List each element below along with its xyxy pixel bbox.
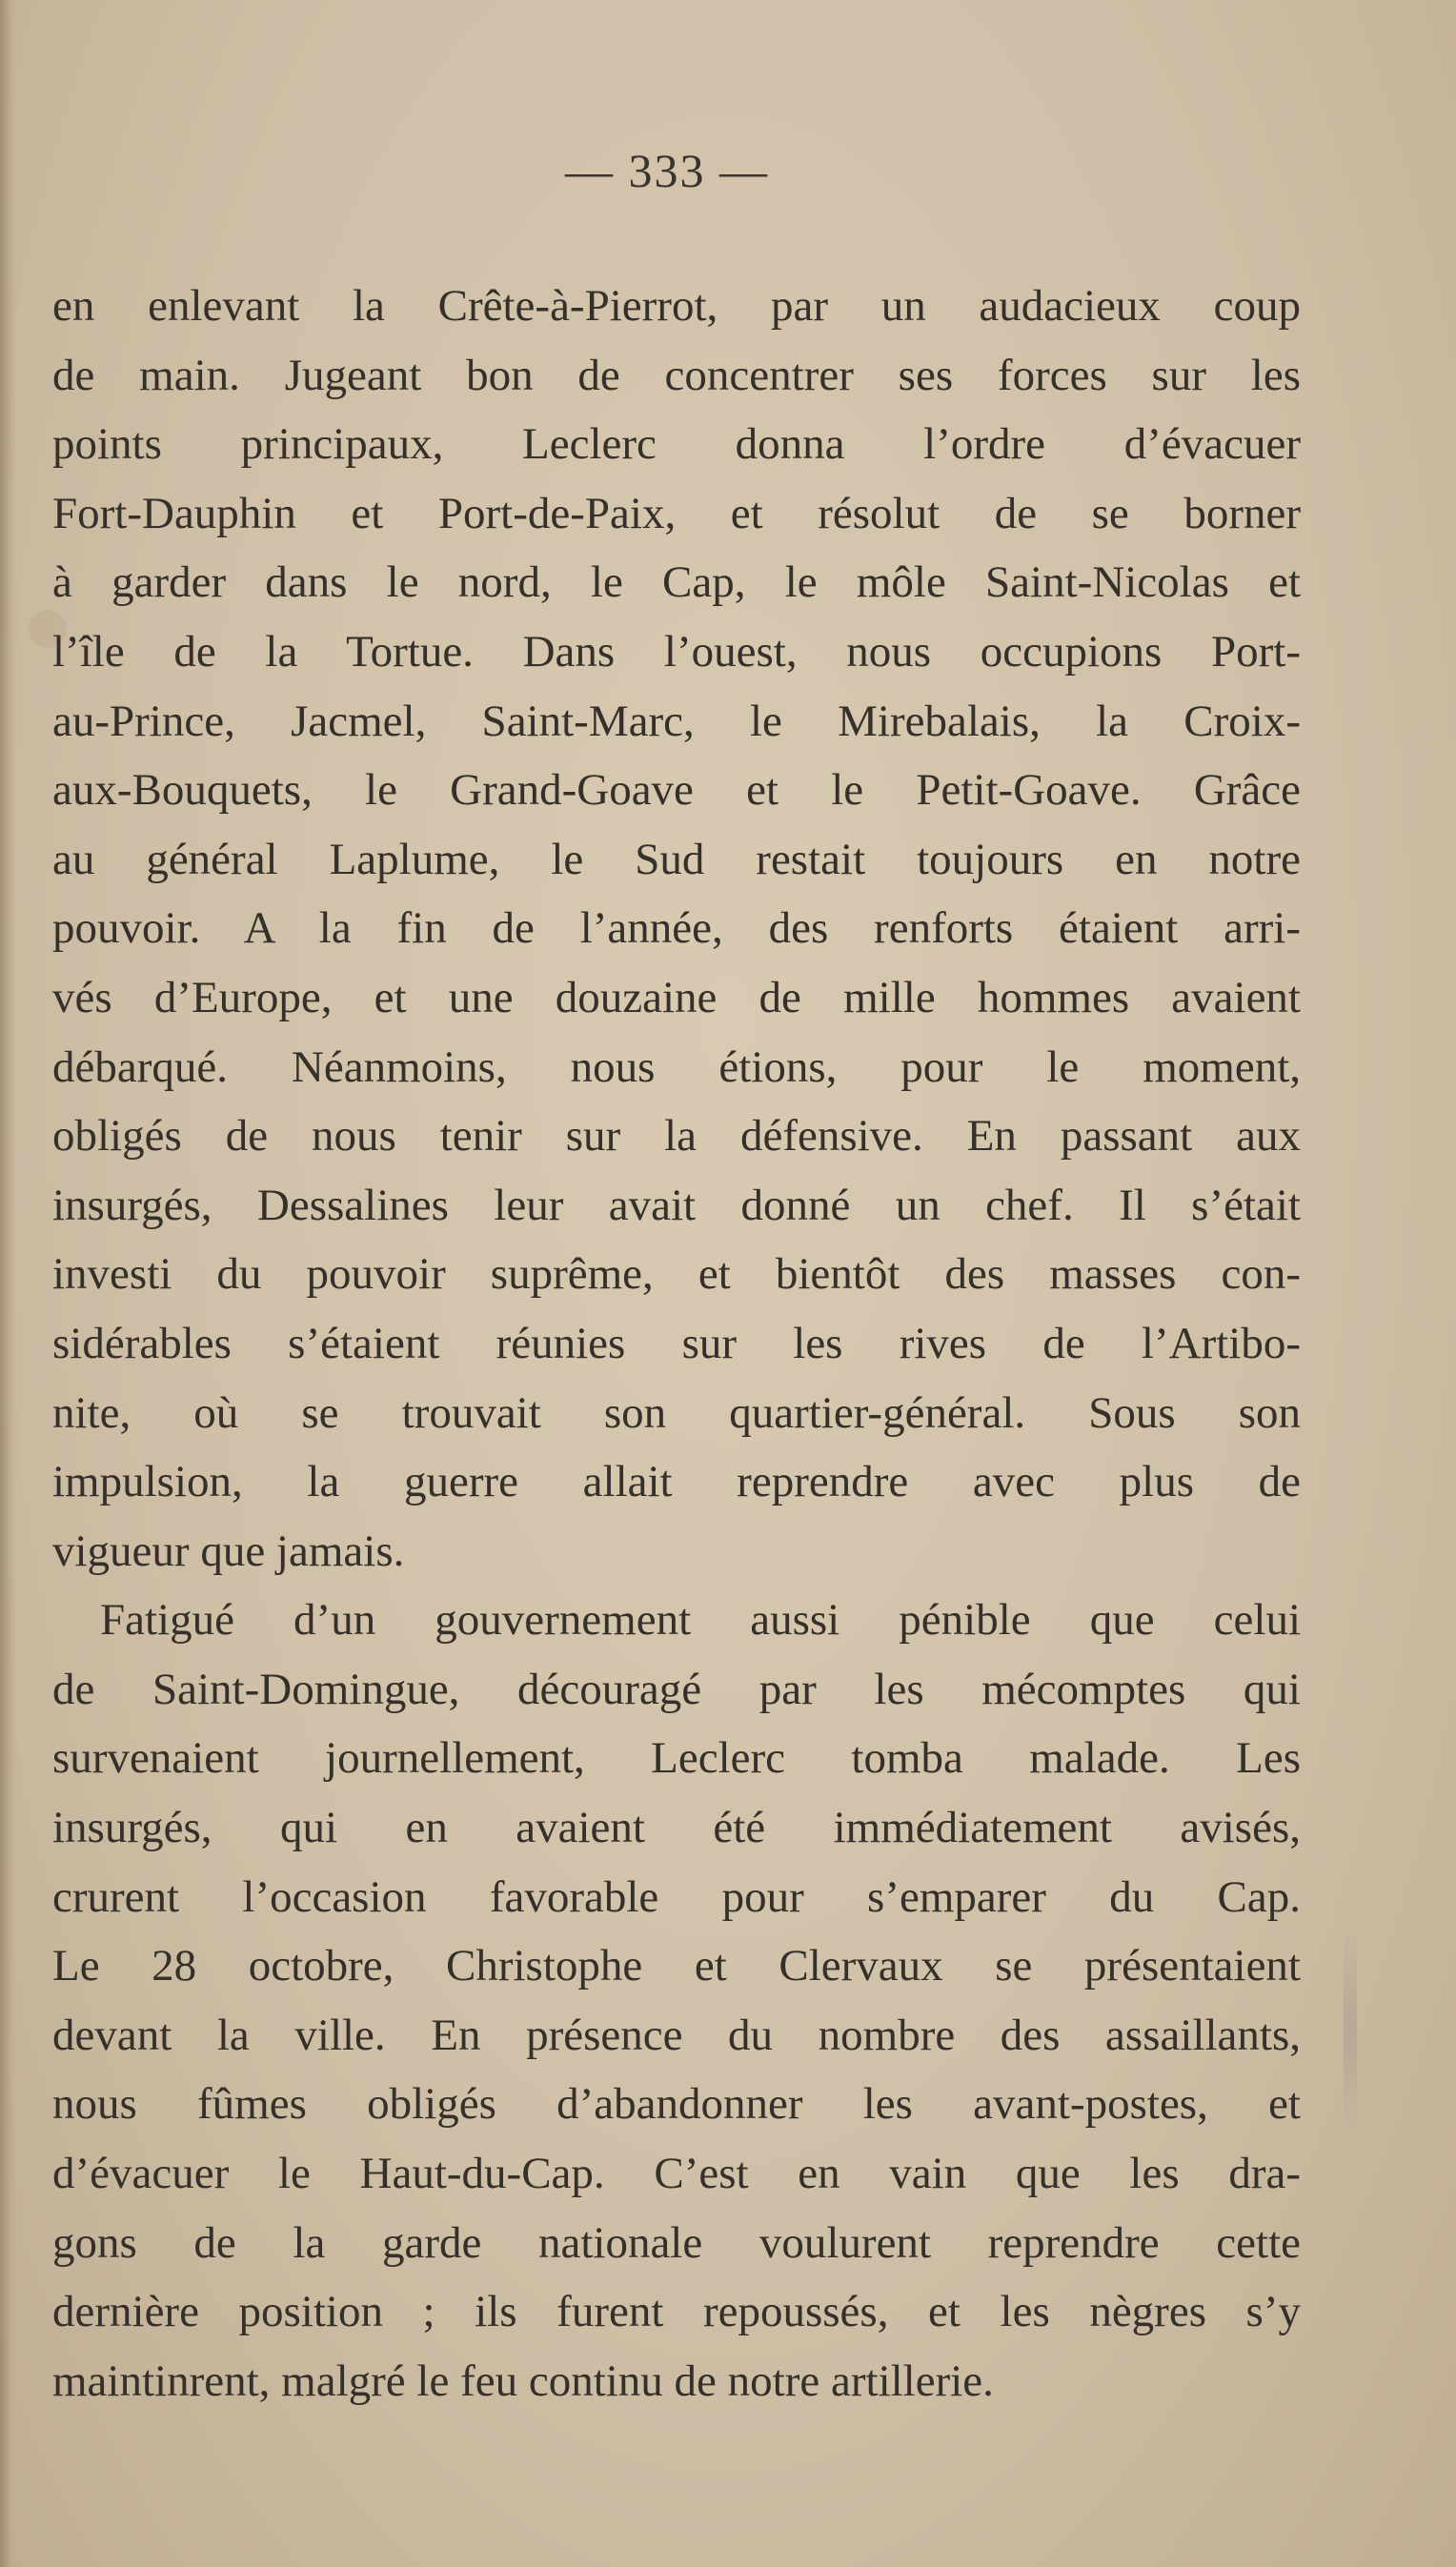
text-line: devant la ville. En présence du nombre des assaillants, (52, 2010, 1301, 2060)
text-line: vés d’Europe, et une douzaine de mille hommes avaient (52, 972, 1301, 1022)
text-line: Fort-Dauphin et Port-de-Paix, et résolut de se borner (52, 488, 1301, 538)
text-line: Fatigué d’un gouvernement aussi pénible que celui (100, 1595, 1301, 1646)
text-line: nite, où se trouvait son quartier-général. Sous son (52, 1387, 1301, 1438)
text-line: survenaient journellement, Leclerc tomba malade. Les (52, 1733, 1301, 1784)
body-text (52, 272, 1301, 2415)
text-line: de Saint-Domingue, découragé par les mécomptes qui (52, 1664, 1301, 1714)
text-line: crurent l’occasion favorable pour s’emparer du Cap. (52, 1871, 1301, 1922)
margin-mark (1344, 1925, 1357, 2134)
text-line: nous fûmes obligés d’abandonner les avant-postes, et (52, 2079, 1301, 2130)
text-line: insurgés, Dessalines leur avait donné un chef. Il s’était (52, 1180, 1301, 1230)
text-line: insurgés, qui en avaient été immédiatement avisés, (52, 1803, 1301, 1853)
text-line: obligés de nous tenir sur la défensive. En passant aux (52, 1111, 1301, 1162)
page-edge-shadow (0, 0, 17, 2567)
text-line: vigueur que jamais. (52, 1526, 405, 1576)
text-line: maintinrent, malgré le feu continu de notre artillerie. (52, 2355, 994, 2406)
text-line: d’évacuer le Haut-du-Cap. C’est en vain que les dra- (52, 2149, 1301, 2199)
text-line: points principaux, Leclerc donna l’ordre d’évacuer (52, 419, 1301, 470)
page-number: — 333 — (565, 144, 769, 197)
text-line: aux-Bouquets, le Grand-Goave et le Petit-Goave. Grâce (52, 765, 1301, 816)
text-line: impulsion, la guerre allait reprendre avec plus de (52, 1457, 1301, 1507)
text-line: gons de la garde nationale voulurent reprendre cette (52, 2217, 1301, 2268)
text-line: l’île de la Tortue. Dans l’ouest, nous occupions Port- (52, 626, 1301, 677)
text-line: débarqué. Néanmoins, nous étions, pour le moment, (52, 1041, 1301, 1092)
text-line: au-Prince, Jacmel, Saint-Marc, le Mirebalais, la Croix- (52, 696, 1301, 746)
text-line: au général Laplume, le Sud restait toujours en notre (52, 834, 1301, 884)
text-line: dernière position ; ils furent repoussés, et les nègres s’y (52, 2287, 1301, 2337)
text-line: de main. Jugeant bon de concentrer ses forces sur les (52, 350, 1301, 400)
text-line: Le 28 octobre, Christophe et Clervaux se présentaient (52, 1941, 1301, 1991)
text-line: en enlevant la Crête-à-Pierrot, par un audacieux coup (52, 281, 1301, 331)
text-line: investi du pouvoir suprême, et bientôt des masses con- (52, 1249, 1301, 1300)
text-line: à garder dans le nord, le Cap, le môle Saint-Nicolas et (52, 557, 1301, 608)
text-line: pouvoir. A la fin de l’année, des renforts étaient arri- (52, 903, 1301, 954)
text-line: sidérables s’étaient réunies sur les rives de l’Artibo- (52, 1318, 1301, 1368)
